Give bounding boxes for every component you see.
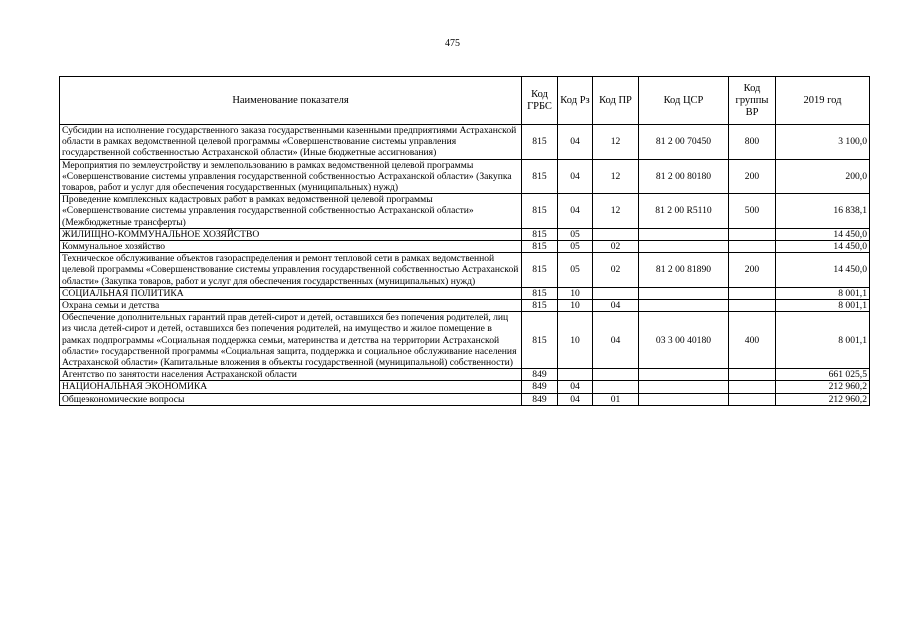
cell-amount: 14 450,0 [776, 253, 870, 288]
cell-name: ЖИЛИЩНО-КОММУНАЛЬНОЕ ХОЗЯЙСТВО [60, 228, 522, 240]
cell-amount: 661 025,5 [776, 369, 870, 381]
cell-rz: 10 [558, 300, 593, 312]
cell-rz: 05 [558, 253, 593, 288]
cell-name: Общеэкономические вопросы [60, 393, 522, 405]
table-row [60, 125, 870, 160]
cell-csr [639, 381, 729, 393]
cell-amount: 200,0 [776, 159, 870, 194]
header-rz: Код Рз [558, 77, 593, 125]
cell-csr [639, 287, 729, 299]
cell-pr: 02 [593, 253, 639, 288]
cell-vr: 800 [729, 125, 776, 160]
cell-amount: 14 450,0 [776, 241, 870, 253]
cell-rz: 04 [558, 381, 593, 393]
cell-grbs: 815 [522, 312, 558, 369]
cell-amount: 16 838,1 [776, 194, 870, 229]
cell-rz: 10 [558, 312, 593, 369]
cell-grbs: 815 [522, 241, 558, 253]
table-row [60, 287, 870, 299]
cell-amount: 8 001,1 [776, 300, 870, 312]
cell-csr [639, 369, 729, 381]
cell-grbs: 815 [522, 125, 558, 160]
cell-csr [639, 241, 729, 253]
cell-name: Техническое обслуживание объектов газораспределения и ремонт тепловой сети в рамках ведомственной целевой программы «Совершенствование системы управления государственной собственностью Астраханской области» (Закупка товаров, работ и услуг для обеспечения государственных (муниципальных) нужд) [60, 253, 522, 288]
table-row [60, 393, 870, 405]
page-number: 475 [445, 38, 460, 49]
table-row [60, 194, 870, 229]
cell-name: Охрана семьи и детства [60, 300, 522, 312]
cell-pr: 01 [593, 393, 639, 405]
header-pr: Код ПР [593, 77, 639, 125]
cell-name: СОЦИАЛЬНАЯ ПОЛИТИКА [60, 287, 522, 299]
cell-amount: 8 001,1 [776, 287, 870, 299]
cell-vr [729, 300, 776, 312]
cell-pr [593, 228, 639, 240]
cell-rz: 05 [558, 228, 593, 240]
cell-rz [558, 369, 593, 381]
cell-amount: 3 100,0 [776, 125, 870, 160]
cell-csr: 81 2 00 70450 [639, 125, 729, 160]
table-row [60, 241, 870, 253]
table-row [60, 159, 870, 194]
cell-amount: 8 001,1 [776, 312, 870, 369]
cell-pr: 12 [593, 125, 639, 160]
cell-amount: 14 450,0 [776, 228, 870, 240]
cell-vr: 200 [729, 253, 776, 288]
cell-pr: 04 [593, 312, 639, 369]
table-row [60, 300, 870, 312]
cell-pr: 12 [593, 194, 639, 229]
table-row [60, 312, 870, 369]
table-body [60, 125, 870, 406]
cell-grbs: 815 [522, 194, 558, 229]
cell-grbs: 815 [522, 253, 558, 288]
cell-pr [593, 381, 639, 393]
cell-name: Мероприятия по землеустройству и землепользованию в рамках ведомственной целевой программы «Совершенствование системы управления государственной собственностью Астраханской области» (Закупка товаров, работ и услуг для обеспечения государственных (муниципальных) нужд) [60, 159, 522, 194]
cell-vr: 500 [729, 194, 776, 229]
cell-pr: 12 [593, 159, 639, 194]
cell-rz: 04 [558, 125, 593, 160]
cell-grbs: 815 [522, 159, 558, 194]
header-grbs: Код ГРБС [522, 77, 558, 125]
cell-rz: 10 [558, 287, 593, 299]
cell-csr: 81 2 00 R5110 [639, 194, 729, 229]
cell-grbs: 849 [522, 381, 558, 393]
cell-grbs: 815 [522, 287, 558, 299]
cell-grbs: 849 [522, 369, 558, 381]
cell-pr [593, 287, 639, 299]
header-year: 2019 год [776, 77, 870, 125]
cell-amount: 212 960,2 [776, 393, 870, 405]
cell-csr [639, 393, 729, 405]
cell-rz: 05 [558, 241, 593, 253]
cell-rz: 04 [558, 159, 593, 194]
cell-name: Агентство по занятости населения Астраханской области [60, 369, 522, 381]
header-row [60, 77, 870, 125]
cell-csr [639, 300, 729, 312]
cell-vr: 400 [729, 312, 776, 369]
cell-amount: 212 960,2 [776, 381, 870, 393]
cell-name: Коммунальное хозяйство [60, 241, 522, 253]
table-row [60, 381, 870, 393]
cell-vr [729, 381, 776, 393]
cell-csr: 81 2 00 81890 [639, 253, 729, 288]
header-name: Наименование показателя [60, 77, 522, 125]
table-row [60, 228, 870, 240]
cell-name: Обеспечение дополнительных гарантий прав детей-сирот и детей, оставшихся без попечения родителей, лиц из числа детей-сирот и детей, оставшихся без попечения родителей, на имущество и жилое помещение в рамках подпрограммы «Социальная поддержка семьи, материнства и детства на территории Астраханской области» государственной программы «Социальная защита, поддержка и социальное обслуживание населения Астраханской области» (Капитальные вложения в объекты государственной (муниципальной) собственности) [60, 312, 522, 369]
cell-rz: 04 [558, 393, 593, 405]
cell-csr [639, 228, 729, 240]
cell-grbs: 815 [522, 228, 558, 240]
cell-name: НАЦИОНАЛЬНАЯ ЭКОНОМИКА [60, 381, 522, 393]
cell-vr [729, 228, 776, 240]
cell-grbs: 849 [522, 393, 558, 405]
table-row [60, 253, 870, 288]
cell-grbs: 815 [522, 300, 558, 312]
cell-name: Проведение комплексных кадастровых работ в рамках ведомственной целевой программы «Совершенствование системы управления государственной собственностью Астраханской области» (Межбюджетные трансферты) [60, 194, 522, 229]
cell-rz: 04 [558, 194, 593, 229]
cell-name: Субсидии на исполнение государственного заказа государственными казенными предприятиями Астраханской области в рамках ведомственной целевой программы «Совершенствование системы управления государственной собственностью Астраханской области» (Иные бюджетные ассигнования) [60, 125, 522, 160]
cell-vr [729, 393, 776, 405]
cell-pr: 04 [593, 300, 639, 312]
header-csr: Код ЦСР [639, 77, 729, 125]
cell-csr: 03 3 00 40180 [639, 312, 729, 369]
cell-pr [593, 369, 639, 381]
header-vr: Код группы ВР [729, 77, 776, 125]
cell-vr: 200 [729, 159, 776, 194]
budget-table [59, 76, 870, 406]
cell-vr [729, 369, 776, 381]
cell-csr: 81 2 00 80180 [639, 159, 729, 194]
cell-vr [729, 241, 776, 253]
cell-vr [729, 287, 776, 299]
table-row [60, 369, 870, 381]
cell-pr: 02 [593, 241, 639, 253]
